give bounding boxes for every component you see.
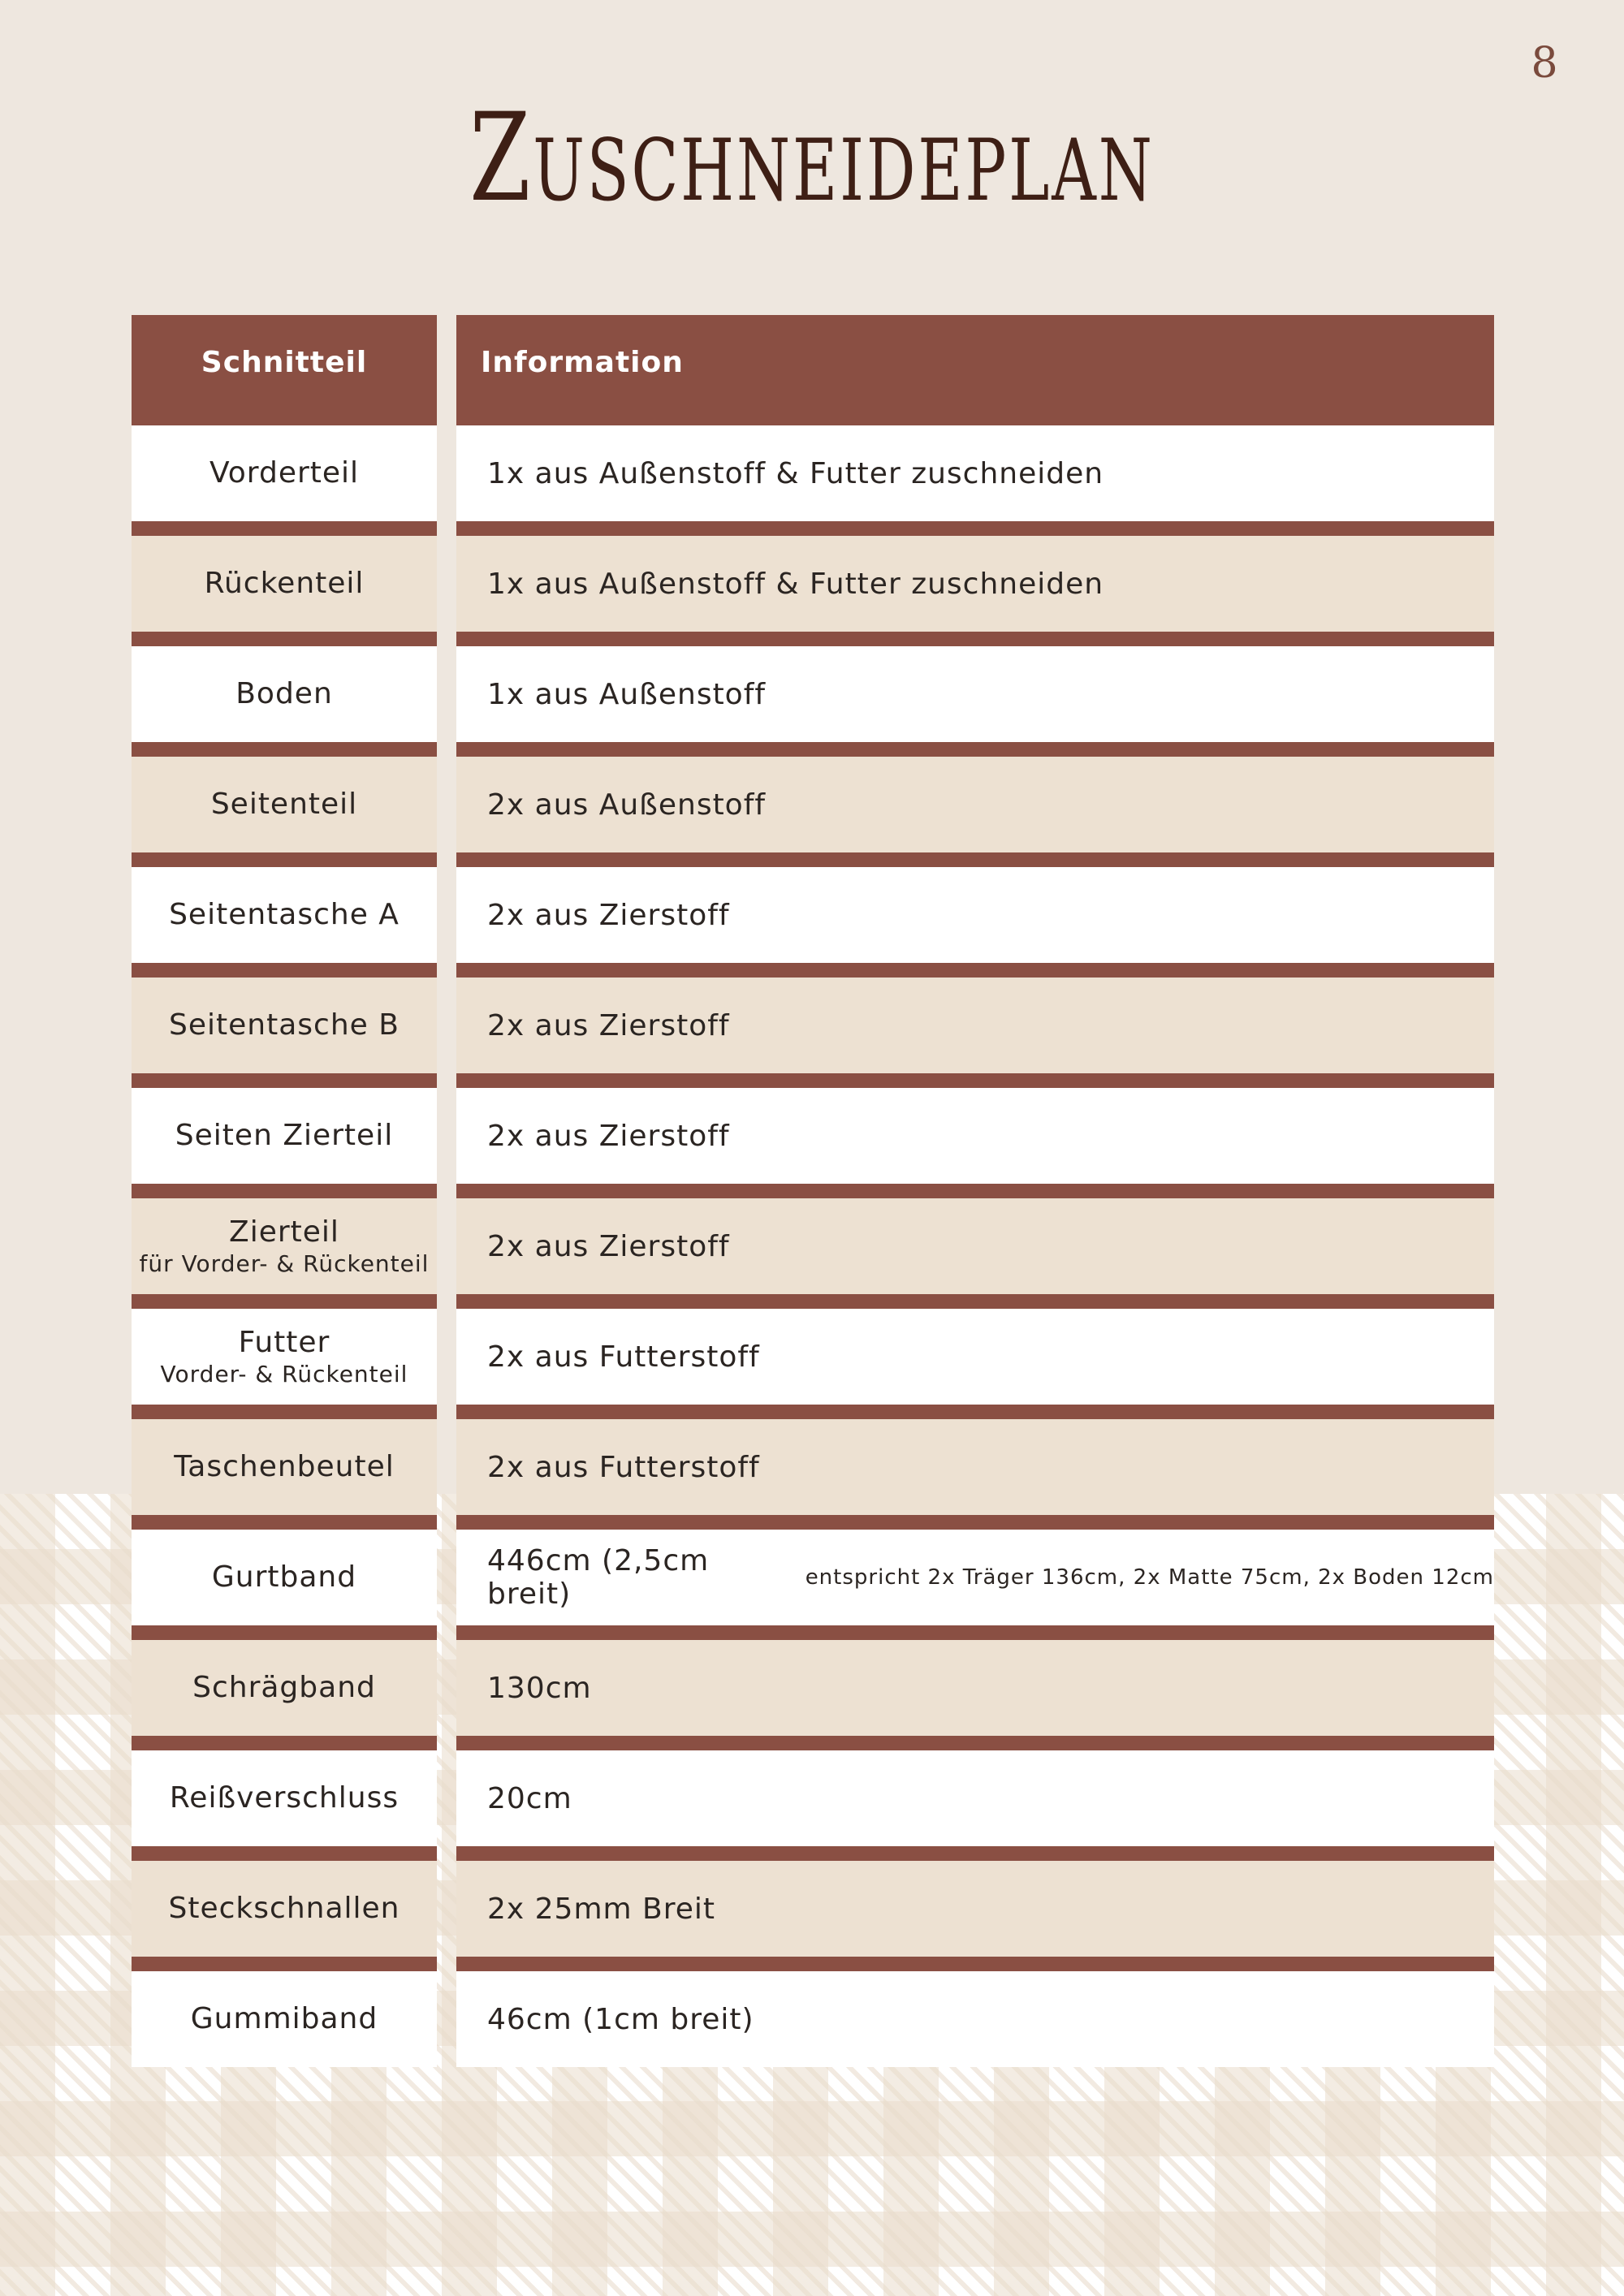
- part-cell: [132, 978, 437, 1088]
- page-number: 8: [1531, 39, 1558, 88]
- part-cell: [132, 1419, 437, 1530]
- info-text: 2x aus Futterstoff: [487, 1450, 760, 1484]
- info-text: 1x aus Außenstoff & Futter zuschneiden: [487, 456, 1104, 490]
- table-row: [132, 1530, 1494, 1640]
- part-name: Rückenteil: [204, 567, 365, 600]
- part-cell: [132, 536, 437, 646]
- info-text: 130cm: [487, 1671, 592, 1705]
- part-subtitle: für Vorder- & Rückenteil: [139, 1250, 430, 1277]
- info-cell: [456, 1750, 1494, 1861]
- part-name: Schrägband: [192, 1671, 376, 1704]
- info-text: 2x aus Futterstoff: [487, 1340, 760, 1374]
- part-name: Boden: [235, 677, 333, 710]
- part-cell: [132, 757, 437, 867]
- part-cell: [132, 1198, 437, 1309]
- info-cell: [456, 646, 1494, 757]
- info-text: 2x aus Zierstoff: [487, 1008, 730, 1042]
- info-text: 2x 25mm Breit: [487, 1892, 716, 1926]
- part-cell: [132, 1530, 437, 1640]
- info-cell: [456, 425, 1494, 536]
- table-row: [132, 1309, 1494, 1419]
- table-body: [132, 425, 1494, 2082]
- info-text: 1x aus Außenstoff: [487, 677, 767, 711]
- info-cell: [456, 1640, 1494, 1750]
- part-name: Seiten Zierteil: [175, 1119, 394, 1152]
- table-row: [132, 646, 1494, 757]
- cutting-plan-table: [132, 315, 1494, 2082]
- header-part: Schnitteil: [132, 315, 437, 425]
- part-cell: [132, 1971, 437, 2067]
- table-row: [132, 1419, 1494, 1530]
- part-name: Reißverschluss: [169, 1781, 400, 1815]
- info-text: 446cm (2,5cm breit): [487, 1544, 710, 1611]
- table-row: [132, 536, 1494, 646]
- part-cell: [132, 646, 437, 757]
- info-cell: [456, 1309, 1494, 1419]
- info-cell: [456, 1198, 1494, 1309]
- info-text: 2x aus Zierstoff: [487, 898, 730, 932]
- info-text: 1x aus Außenstoff & Futter zuschneiden: [487, 567, 1104, 601]
- part-name: Seitenteil: [210, 788, 358, 821]
- part-name: Gurtband: [211, 1560, 357, 1594]
- part-cell: [132, 867, 437, 978]
- part-cell: [132, 1640, 437, 1750]
- table-row: [132, 425, 1494, 536]
- part-cell: [132, 1088, 437, 1198]
- part-name: Zierteil: [229, 1215, 339, 1249]
- info-text: 2x aus Zierstoff: [487, 1119, 730, 1153]
- part-name: Futter: [238, 1326, 330, 1359]
- info-text: 46cm (1cm breit): [487, 2002, 754, 2036]
- table-row: [132, 1640, 1494, 1750]
- part-name: Steckschnallen: [168, 1892, 400, 1925]
- info-text: 2x aus Zierstoff: [487, 1229, 730, 1263]
- info-cell: [456, 1088, 1494, 1198]
- table-row: [132, 978, 1494, 1088]
- page-title: Zuschneideplan: [469, 88, 1155, 229]
- info-cell: [456, 1419, 1494, 1530]
- info-text: 20cm: [487, 1781, 572, 1815]
- part-name: Gummiband: [190, 2002, 378, 2035]
- part-name: Seitentasche B: [169, 1008, 400, 1042]
- header-info: Information: [456, 315, 1494, 425]
- table-row: [132, 1750, 1494, 1861]
- part-name: Seitentasche A: [169, 898, 400, 931]
- part-name: Taschenbeutel: [174, 1450, 395, 1483]
- part-cell: [132, 1861, 437, 1971]
- table-row: [132, 1971, 1494, 2082]
- part-cell: [132, 1309, 437, 1419]
- part-cell: [132, 1750, 437, 1861]
- part-cell: [132, 425, 437, 536]
- info-note: entspricht 2x Träger 136cm, 2x Matte 75cm, 2x Boden 12cm: [805, 1565, 1494, 1590]
- table-row: [132, 1088, 1494, 1198]
- info-cell: [456, 1530, 1494, 1640]
- info-cell: [456, 757, 1494, 867]
- table-row: [132, 1198, 1494, 1309]
- table-row: [132, 1861, 1494, 1971]
- info-cell: [456, 536, 1494, 646]
- table-row: [132, 867, 1494, 978]
- info-cell: [456, 867, 1494, 978]
- part-name: Vorderteil: [209, 456, 360, 490]
- table-header-row: [132, 315, 1494, 425]
- table-row: [132, 757, 1494, 867]
- info-cell: [456, 978, 1494, 1088]
- info-cell: [456, 1971, 1494, 2067]
- info-cell: [456, 1861, 1494, 1971]
- info-text: 2x aus Außenstoff: [487, 788, 767, 822]
- part-subtitle: Vorder- & Rückenteil: [160, 1361, 408, 1388]
